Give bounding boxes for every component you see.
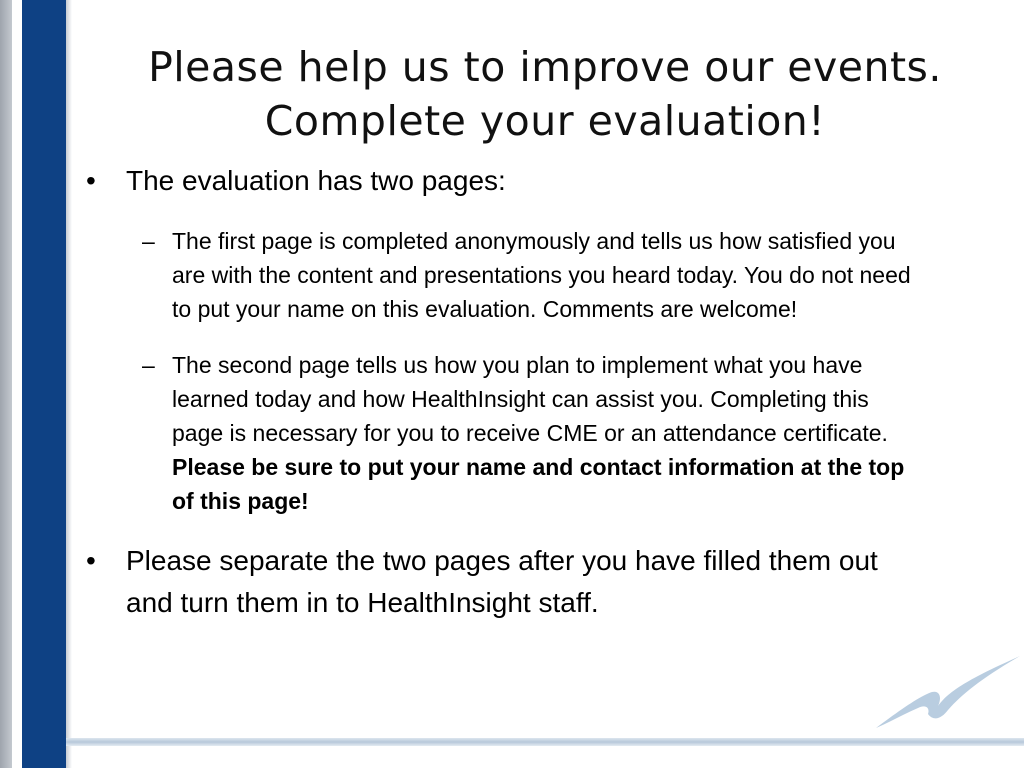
bullet-item	[86, 160, 916, 202]
bullet-text: The evaluation has two pages:	[126, 165, 506, 196]
sub-bullet-text: The second page tells us how you plan to implement what you have learned today and how HealthInsight can assist you. Completing this page is necessary for you to receive CME or an attendance certificate.	[172, 352, 888, 446]
bottom-rule	[66, 738, 1024, 746]
sub-bullet-marker: –	[142, 352, 155, 378]
sidebar-shadow	[66, 0, 72, 768]
sub-bullet-item	[86, 348, 916, 518]
bullet-item	[86, 540, 916, 624]
title-line-1: Please help us to improve our events.	[148, 43, 942, 91]
sidebar-gray-bar	[0, 0, 12, 768]
bullet-marker: •	[86, 165, 96, 196]
bullet-text: Please separate the two pages after you have filled them out and turn them in to HealthInsight staff.	[126, 545, 878, 618]
slide-title	[80, 40, 1010, 148]
sub-bullet-marker: –	[142, 228, 155, 254]
title-line-2: Complete your evaluation!	[264, 97, 826, 145]
gull-icon	[870, 648, 1024, 734]
sub-bullet-bold-text: Please be sure to put your name and contact information at the top of this page!	[172, 454, 905, 514]
sidebar-blue-bar	[22, 0, 66, 768]
sub-bullet-text: The first page is completed anonymously and tells us how satisfied you are with the content and presentations you heard today. You do not need to put your name on this evaluation. Comments are welcome!	[172, 228, 911, 322]
sub-bullet-item	[86, 224, 916, 326]
bullet-marker: •	[86, 545, 96, 576]
slide-content	[86, 160, 916, 624]
